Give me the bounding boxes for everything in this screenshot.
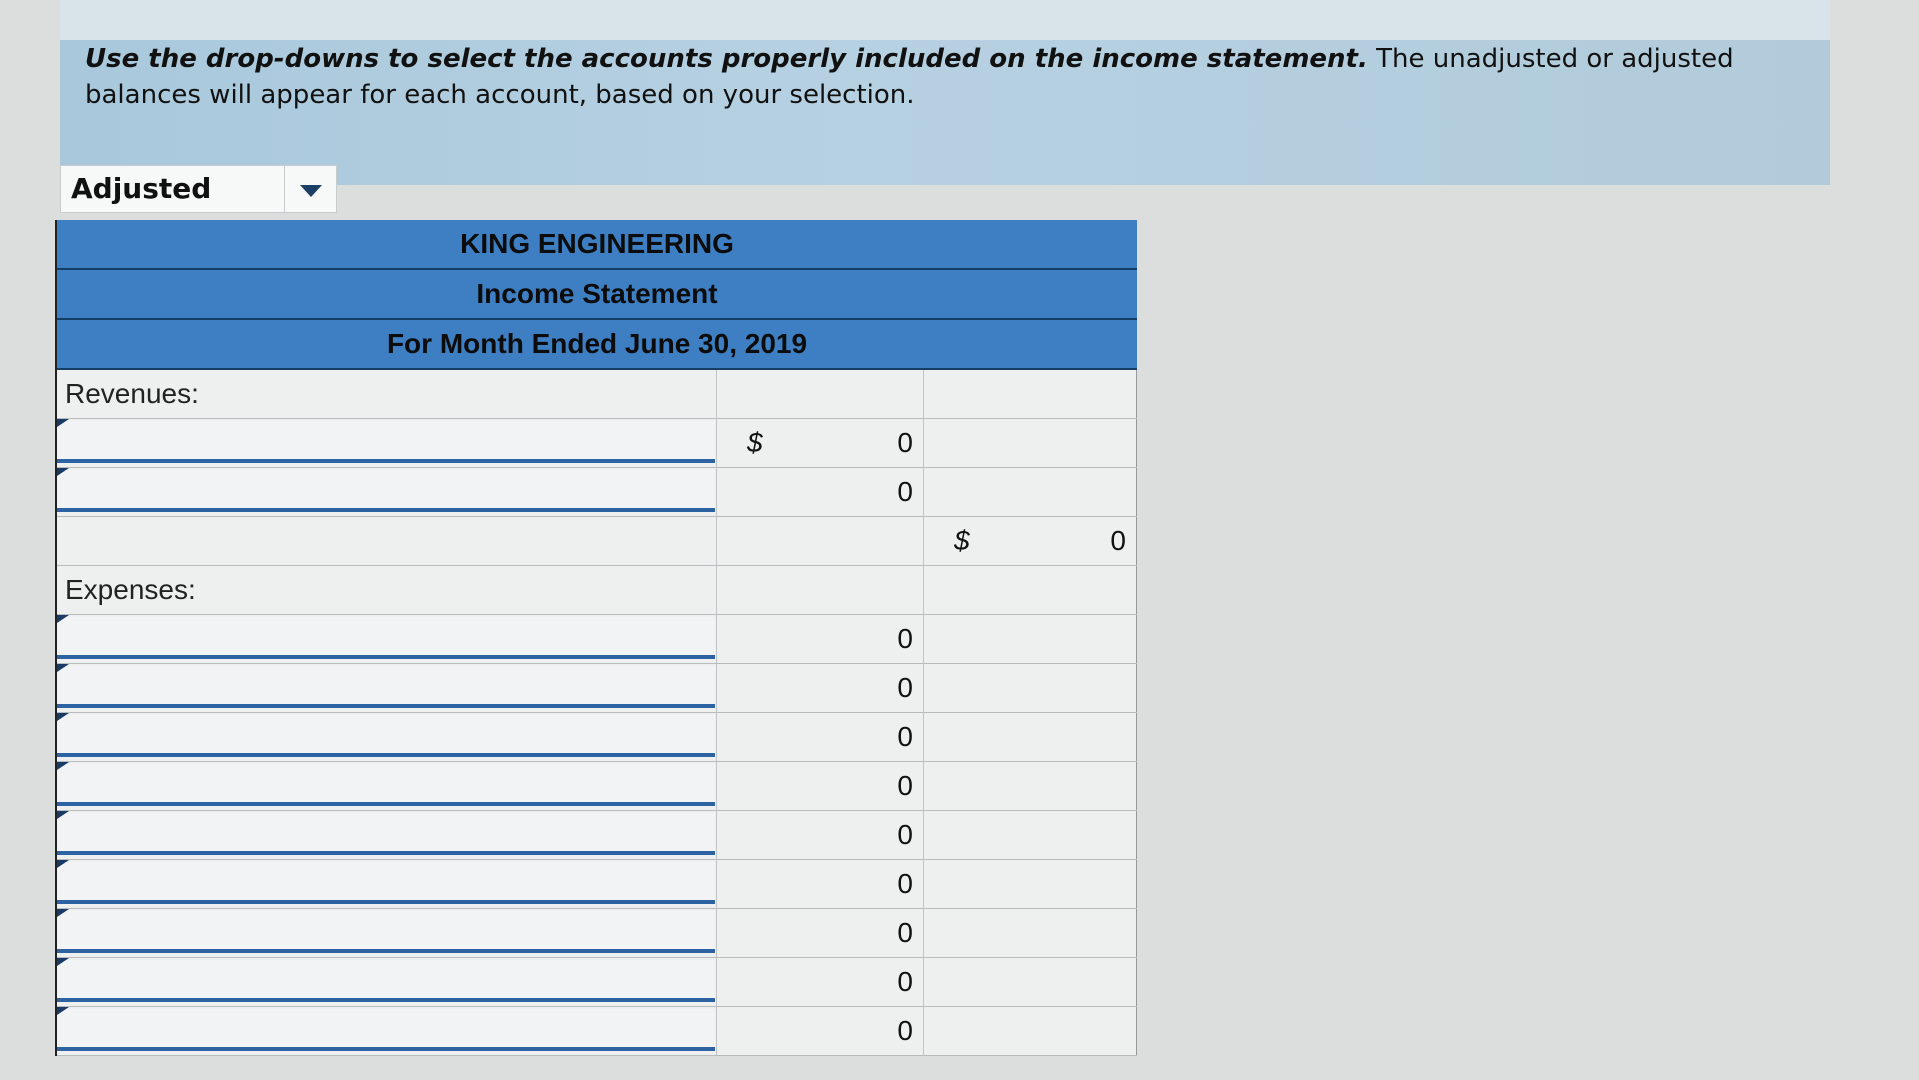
expense-account-dropdown[interactable]: [57, 715, 715, 757]
statement-period: For Month Ended June 30, 2019: [57, 320, 1137, 370]
expense-account-dropdown[interactable]: [57, 911, 715, 953]
expense-amount: 0: [897, 623, 913, 654]
instructions-text: [85, 40, 1806, 113]
expense-row: [57, 860, 1137, 909]
expense-amount: 0: [897, 868, 913, 899]
expense-row: [57, 1007, 1137, 1056]
expense-row: [57, 762, 1137, 811]
expense-row: [57, 713, 1137, 762]
revenue-account-dropdown[interactable]: [57, 470, 715, 512]
revenues-label: Revenues:: [65, 378, 199, 409]
revenue-amount: 0: [897, 476, 913, 507]
statement-title: Income Statement: [57, 270, 1137, 320]
expense-account-dropdown[interactable]: [57, 813, 715, 855]
expense-account-dropdown[interactable]: [57, 764, 715, 806]
revenues-heading-row: [57, 370, 1137, 419]
expense-row: [57, 958, 1137, 1007]
revenue-row: [57, 468, 1137, 517]
company-name: KING ENGINEERING: [57, 220, 1137, 270]
top-strip: [60, 0, 1830, 41]
expenses-label: Expenses:: [65, 574, 196, 605]
expense-row: [57, 811, 1137, 860]
income-statement-table: [55, 220, 1137, 1056]
currency-symbol: $: [954, 525, 970, 556]
chevron-down-icon[interactable]: [284, 166, 336, 212]
expense-account-dropdown[interactable]: [57, 1009, 715, 1051]
instructions-bold: Use the drop-downs to select the accounts properly included on the income statement.: [85, 44, 1368, 74]
instructions-panel: [60, 40, 1830, 185]
currency-symbol: $: [747, 427, 763, 458]
expense-amount: 0: [897, 1015, 913, 1046]
expense-amount: 0: [897, 770, 913, 801]
expense-row: [57, 664, 1137, 713]
expense-amount: 0: [897, 672, 913, 703]
expense-account-dropdown[interactable]: [57, 666, 715, 708]
expense-account-dropdown[interactable]: [57, 617, 715, 659]
balance-type-value: Adjusted: [71, 172, 212, 205]
expense-amount: 0: [897, 917, 913, 948]
expense-amount: 0: [897, 721, 913, 752]
expense-row: [57, 909, 1137, 958]
expense-amount: 0: [897, 819, 913, 850]
total-revenue-row: [57, 517, 1137, 566]
instructions-rest: The unadjusted or adjusted balances will appear for each account, based on your selection.: [85, 44, 1734, 110]
total-revenue-amount: 0: [1110, 525, 1126, 556]
expenses-heading-row: [57, 566, 1137, 615]
revenue-amount: 0: [897, 427, 913, 458]
expense-account-dropdown[interactable]: [57, 862, 715, 904]
balance-type-select[interactable]: [60, 165, 337, 213]
revenue-row: [57, 419, 1137, 468]
expense-amount: 0: [897, 966, 913, 997]
expense-row: [57, 615, 1137, 664]
expense-account-dropdown[interactable]: [57, 960, 715, 1002]
revenue-account-dropdown[interactable]: [57, 421, 715, 463]
